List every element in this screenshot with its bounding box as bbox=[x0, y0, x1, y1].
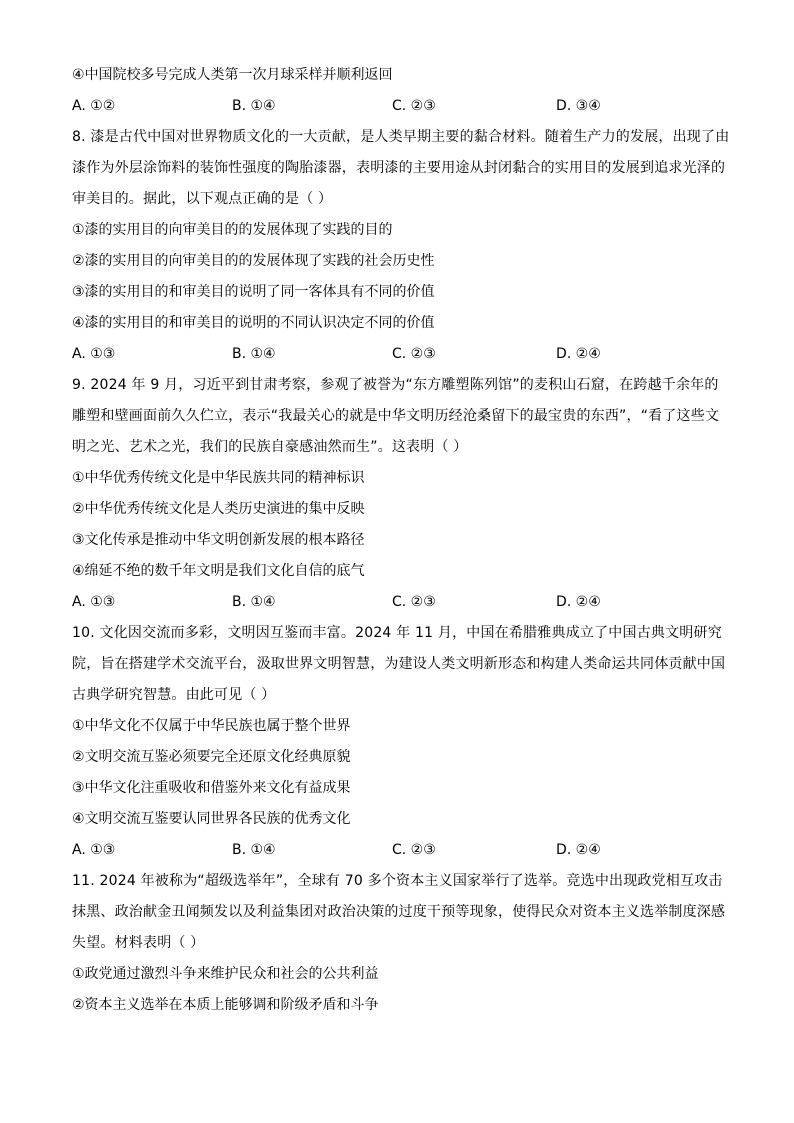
q9-statement-3: ③文化传承是推动中华文明创新发展的根本路径 bbox=[72, 532, 365, 548]
question-9-stem: 9. 2024 年 9 月，习近平到甘肃考察，参观了被誉为“东方雕塑陈列馆”的麦积山石窟，在跨越千余年的雕塑和壁画面前久久伫立，表示“我最关心的就是中华文明历经沧桑留下的最宝贵的东西”，“看了这些文明之光、艺术之光，我们的民族自豪感油然而生”。这表明（ ） bbox=[72, 377, 720, 455]
option-d: D. ②④ bbox=[556, 346, 601, 362]
q10-statement-1: ①中华文化不仅属于中华民族也属于整个世界 bbox=[72, 718, 351, 734]
q10-statement-2: ②文明交流互鉴必须要完全还原文化经典原貌 bbox=[72, 749, 351, 765]
option-c: C. ②③ bbox=[392, 594, 436, 610]
q9-options bbox=[72, 587, 732, 618]
q10-statement-4: ④文明交流互鉴要认同世界各民族的优秀文化 bbox=[72, 811, 351, 827]
option-b: B. ①④ bbox=[232, 842, 276, 858]
option-d: D. ②④ bbox=[556, 842, 601, 858]
option-a: A. ①③ bbox=[72, 842, 116, 858]
option-a: A. ①② bbox=[72, 98, 116, 114]
q9-statement-2: ②中华优秀传统文化是人类历史演进的集中反映 bbox=[72, 501, 365, 517]
q11-statement-1: ①政党通过激烈斗争来维护民众和社会的公共利益 bbox=[72, 966, 379, 982]
option-b: B. ①④ bbox=[232, 346, 276, 362]
option-b: B. ①④ bbox=[232, 594, 276, 610]
option-c: C. ②③ bbox=[392, 98, 436, 114]
statement-4: ④中国院校多号完成人类第一次月球采样并顺利返回 bbox=[72, 67, 393, 83]
document-page bbox=[72, 60, 732, 1021]
option-c: C. ②③ bbox=[392, 842, 436, 858]
option-c: C. ②③ bbox=[392, 346, 436, 362]
question-8-stem: 8. 漆是古代中国对世界物质文化的一大贡献，是人类早期主要的黏合材料。随着生产力的发展，出现了由漆作为外层涂饰料的装饰性强度的陶胎漆器，表明漆的主要用途从封闭黏合的实用目的发展到追求光泽的审美目的。据此，以下观点正确的是（ ） bbox=[72, 129, 730, 207]
q8-statement-1: ①漆的实用目的向审美目的的发展体现了实践的目的 bbox=[72, 222, 393, 238]
option-b: B. ①④ bbox=[232, 98, 276, 114]
q9-statement-1: ①中华优秀传统文化是中华民族共同的精神标识 bbox=[72, 470, 365, 486]
option-d: D. ②④ bbox=[556, 594, 601, 610]
q8-statement-3: ③漆的实用目的和审美目的说明了同一客体具有不同的价值 bbox=[72, 284, 435, 300]
question-10-stem: 10. 文化因交流而多彩，文明因互鉴而丰富。2024 年 11 月，中国在希腊雅典成立了中国古典文明研究院，旨在搭建学术交流平台，汲取世界文明智慧，为建设人类文明新形态和构建人类命运共同体贡献中国古典学研究智慧。由此可见（ ） bbox=[72, 625, 726, 703]
option-d: D. ③④ bbox=[556, 98, 601, 114]
option-a: A. ①③ bbox=[72, 346, 116, 362]
q8-options bbox=[72, 339, 732, 370]
q8-statement-4: ④漆的实用目的和审美目的说明的不同认识决定不同的价值 bbox=[72, 315, 435, 331]
q9-statement-4: ④绵延不绝的数千年文明是我们文化自信的底气 bbox=[72, 563, 365, 579]
question-11-stem: 11. 2024 年被称为“超级选举年”，全球有 70 多个资本主义国家举行了选举。竞选中出现政党相互攻击抹黑、政治献金丑闻频发以及利益集团对政治决策的过度干预等现象，使得民众对资本主义选举制度深感失望。材料表明（ ） bbox=[72, 873, 726, 951]
q10-options bbox=[72, 835, 732, 866]
option-a: A. ①③ bbox=[72, 594, 116, 610]
q8-statement-2: ②漆的实用目的向审美目的的发展体现了实践的社会历史性 bbox=[72, 253, 435, 269]
answer-options bbox=[72, 91, 732, 122]
q10-statement-3: ③中华文化注重吸收和借鉴外来文化有益成果 bbox=[72, 780, 351, 796]
q11-statement-2: ②资本主义选举在本质上能够调和阶级矛盾和斗争 bbox=[72, 997, 379, 1013]
